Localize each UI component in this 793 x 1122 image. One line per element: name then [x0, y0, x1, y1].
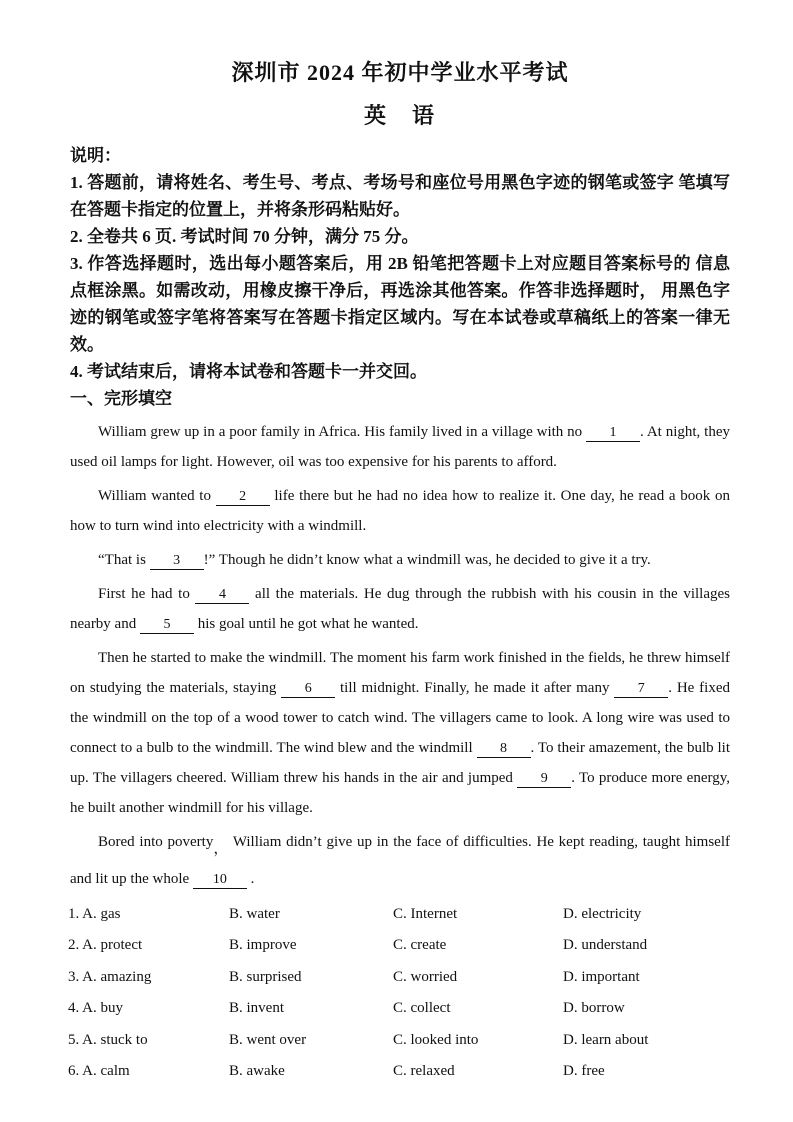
notice-item-3: 3. 作答选择题时，选出每小题答案后，用 2B 铅笔把答题卡上对应题目答案标号的 信息点框涂黑。如需改动，用橡皮擦干净后，再选涂其他答案。作答非选择题时， 用黑色字迹的钢笔或签字笔将答案写在答题卡指定区域内。写在本试卷或草稿纸上的答案一律无效。 — [70, 254, 730, 354]
option-cell: B. went over — [229, 1031, 307, 1048]
option-cell: B. water — [229, 906, 280, 922]
option-cell: D. free — [563, 1063, 605, 1080]
option-cell: B. invent — [229, 1000, 284, 1017]
cloze-paragraph: William wanted to 2 life there but he had no idea how to realize it. One day, he read a book on how to turn wind into electricity with a windmill. — [70, 488, 730, 534]
cloze-paragraph: “That is 3 !” Though he didn’t know what a windmill was, he decided to give it a try. — [98, 552, 651, 568]
cloze-blank-2: 2 — [216, 489, 270, 506]
cloze-blank-7: 7 — [614, 681, 668, 698]
option-cell: 3. A. amazing — [68, 968, 152, 985]
option-row — [68, 962, 730, 993]
option-cell: 6. A. calm — [68, 1063, 130, 1080]
option-row — [68, 930, 730, 961]
option-cell: D. understand — [563, 937, 648, 954]
option-row — [68, 1025, 730, 1056]
option-cell: C. Internet — [393, 906, 458, 922]
option-cell: 4. A. buy — [68, 1000, 124, 1017]
option-cell: C. worried — [393, 968, 458, 985]
option-cell: 2. A. protect — [68, 937, 143, 954]
cloze-paragraph: Bored into poverty， William didn’t give up in the face of difficulties. He kept reading, taught himself and lit up the whole 10 . — [70, 834, 730, 887]
notice-item-2: 2. 全卷共 6 页. 考试时间 70 分钟，满分 75 分。 — [70, 227, 419, 246]
notice-heading: 说明： — [70, 146, 121, 165]
option-cell: B. surprised — [229, 968, 302, 985]
option-cell: D. electricity — [563, 906, 642, 922]
option-cell: 5. A. stuck to — [68, 1031, 148, 1048]
cloze-blank-8: 8 — [477, 741, 531, 758]
option-cell: 1. A. gas — [68, 906, 121, 922]
cloze-passage — [70, 417, 730, 894]
option-cell: C. collect — [393, 1000, 451, 1017]
cloze-options-table — [70, 899, 730, 1087]
exam-subject-title: 英 语 — [363, 103, 436, 128]
option-row — [68, 1056, 730, 1087]
notice-list — [70, 169, 730, 385]
option-row — [68, 899, 730, 930]
cloze-paragraph: First he had to 4 all the materials. He dug through the rubbish with his cousin in the villages nearby and 5 his goal until he got what he wanted. — [70, 586, 730, 632]
cloze-paragraph: Then he started to make the windmill. The moment his farm work finished in the fields, he threw himself on studying the materials, staying 6 till midnight. Finally, he made it after many 7 . He fixed the windmill on the top of a wood tower to catch wind. The villagers came to look. A long wire was used to connect to a bulb to the windmill. The wind blew and the windmill 8 . To their amazement, the bulb lit up. The villagers cheered. William threw his hands in the air and jumped 9 . To produce more energy, he built another windmill for his village. — [70, 650, 731, 816]
option-cell: B. improve — [229, 937, 297, 954]
section-heading-cloze: 一、完形填空 — [70, 389, 172, 408]
cloze-blank-1: 1 — [586, 425, 640, 442]
cloze-paragraph: William grew up in a poor family in Africa. His family lived in a village with no 1 . At night, they used oil lamps for light. However, oil was too expensive for his parents to afford. — [70, 424, 730, 470]
notice-item-1: 1. 答题前，请将姓名、考生号、考点、考场号和座位号用黑色字迹的钢笔或签字 笔填写在答题卡指定的位置上，并将条形码粘贴好。 — [70, 173, 730, 219]
option-row — [68, 993, 730, 1024]
notice-item-4: 4. 考试结束后，请将本试卷和答题卡一并交回。 — [70, 362, 427, 381]
option-cell: C. relaxed — [393, 1063, 455, 1080]
option-cell: B. awake — [229, 1063, 285, 1080]
cloze-blank-6: 6 — [281, 681, 335, 698]
cloze-blank-4: 4 — [195, 587, 249, 604]
option-cell: C. looked into — [393, 1031, 479, 1048]
cloze-blank-5: 5 — [140, 617, 194, 634]
cloze-blank-9: 9 — [517, 771, 571, 788]
option-cell: D. learn about — [563, 1031, 649, 1048]
option-cell: D. borrow — [563, 1000, 625, 1017]
option-cell: D. important — [563, 968, 640, 985]
cloze-blank-3: 3 — [150, 553, 204, 570]
cloze-blank-10: 10 — [193, 872, 247, 889]
lowered-comma: ， — [213, 841, 229, 857]
option-cell: C. create — [393, 937, 447, 954]
exam-title: 深圳市 2024 年初中学业水平考试 — [231, 60, 569, 85]
